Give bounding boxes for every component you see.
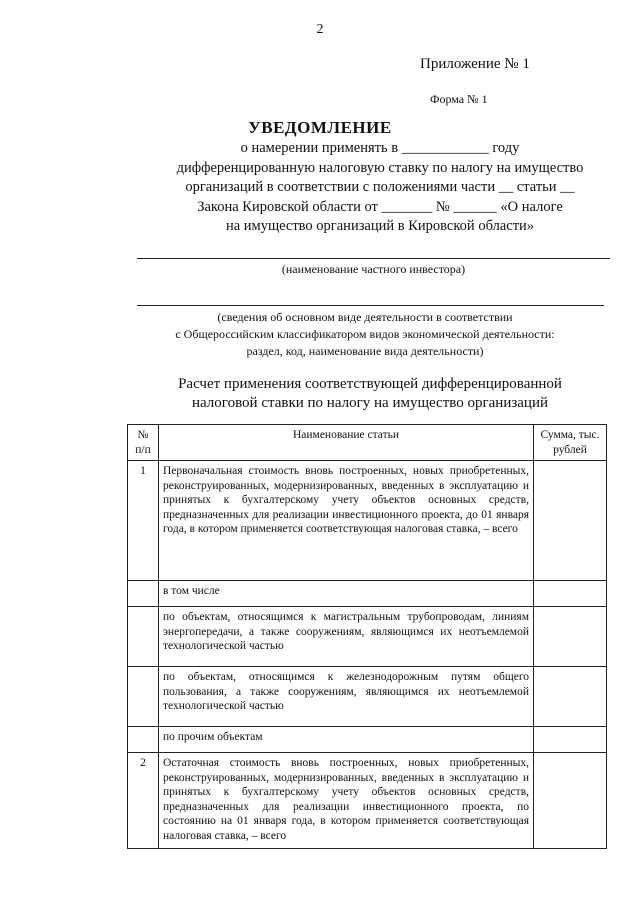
form-label: Форма № 1 xyxy=(430,92,488,106)
row-text: по прочим объектам xyxy=(159,727,534,753)
row-no xyxy=(128,727,159,753)
row-no: 2 xyxy=(128,753,159,849)
row-no: 1 xyxy=(128,461,159,581)
header-no: № п/п xyxy=(128,425,159,461)
intro-line: о намерении применять в ____________ году xyxy=(240,140,520,156)
activity-caption-line: с Общероссийским классификатором видов экономической деятельности: xyxy=(175,327,555,341)
intro-line: на имущество организаций в Кировской области» xyxy=(225,218,535,234)
table-row xyxy=(128,581,607,607)
activity-caption xyxy=(130,309,600,360)
investor-name-line xyxy=(137,258,610,259)
intro-text xyxy=(150,139,610,237)
page-number: 2 xyxy=(316,22,324,37)
intro-line: организаций в соответствии с положениями части __ статьи __ xyxy=(185,179,575,195)
header-name: Наименование статьи xyxy=(159,425,534,461)
activity-caption-line: раздел, код, наименование вида деятельности) xyxy=(246,344,484,358)
calculation-title-line: налоговой ставки по налогу на имущество организаций xyxy=(191,395,549,411)
table-header-row xyxy=(128,425,607,461)
table-row xyxy=(128,727,607,753)
table-row xyxy=(128,607,607,667)
calculation-title xyxy=(130,375,610,413)
intro-line: Закона Кировской области от _______ № ______ «О налоге xyxy=(197,198,563,215)
investor-caption: (наименование частного инвестора) xyxy=(281,262,466,276)
row-text: Остаточная стоимость вновь построенных, новых приобретенных, реконструированных, модернизированных, введенных в эксплуатацию и принятых к бухгалтерскому учету объектов основных средств, предназначенных для реализации инвестиционного проекта, по состоянию на 01 января года, в котором применяется соответствующая налоговая ставка, – всего xyxy=(159,753,534,849)
row-sum xyxy=(534,607,607,667)
row-text: в том числе xyxy=(159,581,534,607)
row-sum xyxy=(534,461,607,581)
appendix-label: Приложение № 1 xyxy=(420,56,530,72)
table-row xyxy=(128,461,607,581)
intro-line: дифференцированную налоговую ставку по налогу на имущество xyxy=(176,159,584,176)
row-no xyxy=(128,667,159,727)
row-no xyxy=(128,581,159,607)
row-sum xyxy=(534,753,607,849)
row-no xyxy=(128,607,159,667)
table-row xyxy=(128,667,607,727)
calculation-table xyxy=(127,424,607,849)
header-sum: Сумма, тыс. рублей xyxy=(534,425,607,461)
row-sum xyxy=(534,667,607,727)
calculation-title-line: Расчет применения соответствующей дифференцированной xyxy=(178,376,562,392)
activity-line xyxy=(137,305,604,306)
row-text: по объектам, относящимся к железнодорожным путям общего пользования, а также сооружениям, являющимся их неотъемлемой технологической частью xyxy=(159,667,534,727)
row-text: Первоначальная стоимость вновь построенных, новых приобретенных, реконструированных, модернизированных, введенных в эксплуатацию и принятых к бухгалтерскому учету объектов основных средств, предназначенных для реализации инвестиционного проекта, до 01 января года, в котором применяется соответствующая налоговая ставка, – всего xyxy=(159,461,534,581)
activity-caption-line: (сведения об основном виде деятельности в соответствии xyxy=(217,310,513,324)
row-text: по объектам, относящимся к магистральным трубопроводам, линиям энергопередачи, а также сооружениям, являющимся их неотъемлемой технологической частью xyxy=(159,607,534,667)
document-title: УВЕДОМЛЕНИЕ xyxy=(248,118,392,137)
row-sum xyxy=(534,581,607,607)
table-row xyxy=(128,753,607,849)
row-sum xyxy=(534,727,607,753)
